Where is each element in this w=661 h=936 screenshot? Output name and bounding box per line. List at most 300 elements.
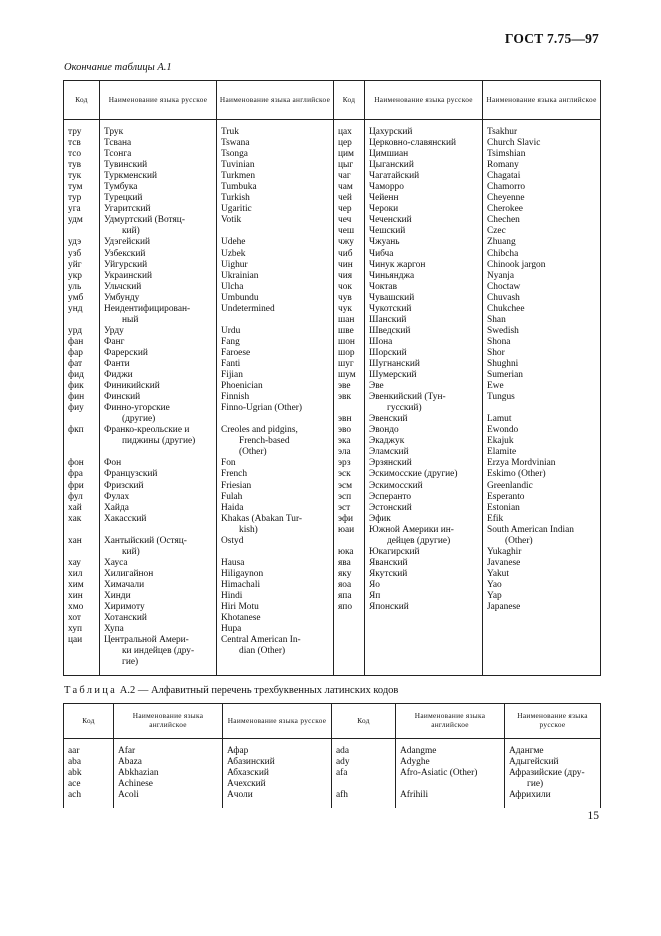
table-cell <box>104 337 213 348</box>
table-cell <box>338 392 361 414</box>
table-cell <box>104 160 213 171</box>
cell-line: хим <box>68 579 84 590</box>
cell-line: Удмуртский (Вотяц- <box>104 215 185 226</box>
table-cell <box>487 193 597 204</box>
table-cell <box>104 481 213 492</box>
table-cell <box>369 204 479 215</box>
table-cell <box>68 127 96 138</box>
cell-line: Friesian <box>221 480 252 491</box>
table-cell <box>104 249 213 260</box>
cell-line: Экаджук <box>369 436 405 447</box>
cell-line: Фулах <box>104 491 130 502</box>
cell-line: Эстонский <box>369 502 412 513</box>
cell-line: эла <box>338 447 351 458</box>
table-cell <box>68 304 96 326</box>
cell-line: Эскимосские (другие) <box>369 469 458 480</box>
cell-line: Фризский <box>104 480 144 491</box>
cell-spacer <box>221 414 330 425</box>
cell-line: Чжуань <box>369 237 400 248</box>
table-cell <box>68 558 96 569</box>
table-cell <box>338 315 361 326</box>
table-a2 <box>63 703 601 808</box>
cell-line: Truk <box>221 127 239 137</box>
cell-line: Чейенн <box>369 193 399 204</box>
table-cell <box>68 326 96 337</box>
cell-line: ada <box>336 746 350 756</box>
table-cell <box>221 624 330 635</box>
table-cell <box>487 514 597 525</box>
cell-line: Shona <box>487 336 511 347</box>
table-cell <box>118 779 219 790</box>
cell-line: Khotanese <box>221 613 261 624</box>
table-cell <box>369 525 479 547</box>
table-cell <box>68 381 96 392</box>
table-cell <box>104 215 213 237</box>
cell-line: Ewondo <box>487 425 519 436</box>
table-cell <box>338 569 361 580</box>
table-cell <box>338 447 361 458</box>
table-cell <box>68 182 96 193</box>
table-cell <box>68 536 96 558</box>
table-cell <box>369 315 479 326</box>
cell-line: Urdu <box>221 325 241 336</box>
table-cell <box>104 580 213 591</box>
cell-line: Hiri Motu <box>221 602 259 613</box>
cell-line: Yap <box>487 590 502 601</box>
cell-line: Южной Америки ин- <box>369 524 454 535</box>
col-english-right <box>396 739 505 809</box>
cell-line: урд <box>68 325 83 336</box>
cell-line: afh <box>336 790 348 801</box>
table-cell <box>68 635 96 668</box>
cell-line: чия <box>338 270 353 281</box>
cell-line: ach <box>68 790 82 801</box>
header-cell: Код <box>64 704 114 739</box>
col-code-left <box>64 120 100 676</box>
table-cell <box>338 525 361 547</box>
table-cell <box>68 260 96 271</box>
cell-line: шве <box>338 325 354 336</box>
cell-line: фар <box>68 347 83 358</box>
page-number: 15 <box>587 810 599 822</box>
table-cell <box>221 514 330 536</box>
cell-line: Хауса <box>104 557 128 568</box>
cell-line: цыг <box>338 160 354 171</box>
table-cell <box>487 458 597 469</box>
cell-line: хак <box>68 513 82 524</box>
cell-line: Эламский <box>369 447 409 458</box>
table-cell <box>68 337 96 348</box>
cell-line: Чаморро <box>369 182 404 193</box>
cell-line: цаи <box>68 635 83 646</box>
cell-line: Hausa <box>221 557 245 568</box>
cell-line: яку <box>338 568 352 579</box>
cell-line: фкп <box>68 425 84 436</box>
table-cell <box>104 204 213 215</box>
cell-line: Украинский <box>104 270 152 281</box>
cell-line: эфи <box>338 513 354 524</box>
cell-line: Цыганский <box>369 160 414 171</box>
cell-line: эве <box>338 381 351 392</box>
cell-line: кий) <box>122 226 140 237</box>
table-cell <box>487 237 597 248</box>
table-cell <box>221 171 330 182</box>
table-cell <box>221 602 330 613</box>
cell-line: Udehe <box>221 237 246 248</box>
table-cell <box>68 580 96 591</box>
table-cell <box>338 215 361 226</box>
table-cell <box>221 160 330 171</box>
table-cell <box>487 558 597 569</box>
col-english-left <box>217 120 334 676</box>
cell-line: Ачехский <box>227 779 266 790</box>
table-cell <box>369 226 479 237</box>
cell-line: Эвенский <box>369 414 408 425</box>
cell-line: Yao <box>487 579 502 590</box>
cell-line: Шведский <box>369 325 411 336</box>
cell-line: эск <box>338 469 351 480</box>
cell-line: Cherokee <box>487 204 523 215</box>
table-cell <box>221 381 330 392</box>
table-cell <box>68 790 110 801</box>
cell-line: Adangme <box>400 746 437 756</box>
cell-spacer <box>221 315 330 326</box>
cell-line: Greenlandic <box>487 480 533 491</box>
table-cell <box>338 481 361 492</box>
cell-line: Efik <box>487 513 504 524</box>
table-cell <box>68 160 96 171</box>
cell-line: хуп <box>68 624 83 635</box>
table-cell <box>221 337 330 348</box>
header-cell: Код <box>332 704 396 739</box>
cell-line: Якутский <box>369 568 408 579</box>
table-cell <box>118 746 219 757</box>
table-cell <box>369 602 479 613</box>
table-cell <box>338 182 361 193</box>
cell-line: чей <box>338 193 352 204</box>
table-cell <box>487 271 597 282</box>
table-cell <box>369 359 479 370</box>
table-cell <box>68 779 110 790</box>
table-cell <box>104 624 213 635</box>
table-cell <box>369 436 479 447</box>
cell-line: Эвенкийский (Тун- <box>369 392 446 403</box>
table-cell <box>227 768 328 779</box>
cell-line: Турецкий <box>104 193 143 204</box>
cell-line: Эскимосский <box>369 480 423 491</box>
cell-line: фиу <box>68 403 84 414</box>
table-cell <box>369 193 479 204</box>
cell-line: Хайда <box>104 502 129 513</box>
table-cell <box>336 790 392 801</box>
table-cell <box>400 768 501 790</box>
table-cell <box>104 138 213 149</box>
cell-line: Tuvinian <box>221 160 255 171</box>
cell-line: фик <box>68 381 84 392</box>
cell-line: Uighur <box>221 259 248 270</box>
table-cell <box>338 149 361 160</box>
cell-line: Fijian <box>221 370 243 381</box>
cell-line: Khakas (Abakan Tur- <box>221 513 303 524</box>
cell-spacer <box>68 657 96 668</box>
table-cell <box>487 171 597 182</box>
table-a2-caption-text: А.2 — Алфавитный перечень трехбуквенных латинских кодов <box>119 685 399 696</box>
cell-line: шор <box>338 347 355 358</box>
table-cell <box>221 182 330 193</box>
table-cell <box>338 226 361 237</box>
cell-line: Czec <box>487 226 506 237</box>
cell-line: Хилигайнон <box>104 568 154 579</box>
table-cell <box>369 271 479 282</box>
table-cell <box>369 304 479 315</box>
table-cell <box>104 149 213 160</box>
table-cell <box>68 293 96 304</box>
cell-line: пиджины (другие) <box>122 436 196 447</box>
cell-line: Hupa <box>221 624 242 635</box>
table-cell <box>221 193 330 204</box>
cell-line: Эвондо <box>369 425 399 436</box>
table-cell <box>487 370 597 381</box>
cell-line: Tumbuka <box>221 182 257 193</box>
table-cell <box>338 591 361 602</box>
cell-line: кий) <box>122 546 140 557</box>
table-cell <box>369 514 479 525</box>
cell-line: юка <box>338 546 354 557</box>
cell-line: чин <box>338 259 353 270</box>
cell-line: Чероки <box>369 204 399 215</box>
cell-line: шон <box>338 336 355 347</box>
table-cell <box>227 746 328 757</box>
table-cell <box>68 138 96 149</box>
table-cell <box>221 536 330 558</box>
cell-line: чаг <box>338 171 351 182</box>
cell-line: цах <box>338 127 352 137</box>
table-cell <box>338 304 361 315</box>
table-cell <box>487 215 597 226</box>
table-cell <box>487 602 597 613</box>
cell-line: Фон <box>104 458 122 469</box>
cell-line: dian (Other) <box>239 646 286 657</box>
cell-line: Урду <box>104 325 124 336</box>
cell-line: фул <box>68 491 83 502</box>
col-russian-right <box>505 739 601 809</box>
cell-line: шум <box>338 370 356 381</box>
table-cell <box>221 503 330 514</box>
table-cell <box>221 271 330 282</box>
cell-line: Umbundu <box>221 292 259 303</box>
cell-line: хот <box>68 613 81 624</box>
cell-spacer <box>104 525 213 536</box>
cell-line: Чувашский <box>369 292 415 303</box>
table-cell <box>338 260 361 271</box>
cell-line: фон <box>68 458 84 469</box>
table-cell <box>68 469 96 480</box>
cell-line: тук <box>68 171 82 182</box>
cell-line: Tsakhur <box>487 127 518 137</box>
table-cell <box>509 746 597 757</box>
cell-line: тру <box>68 127 82 137</box>
cell-line: Erzya Mordvinian <box>487 458 556 469</box>
cell-line: Hindi <box>221 590 243 601</box>
table-cell <box>369 481 479 492</box>
cell-line: уль <box>68 281 82 292</box>
table-cell <box>68 602 96 613</box>
table-cell <box>487 315 597 326</box>
cell-line: тум <box>68 182 83 193</box>
cell-line: чок <box>338 281 352 292</box>
cell-line: ява <box>338 557 351 568</box>
cell-line: Acoli <box>118 790 139 801</box>
table-cell <box>104 569 213 580</box>
table-cell <box>369 458 479 469</box>
cell-line: Удэгейский <box>104 237 150 248</box>
table-cell <box>487 260 597 271</box>
table-cell <box>400 790 501 801</box>
cell-line: Finno-Ugrian (Other) <box>221 403 302 414</box>
table-cell <box>104 591 213 602</box>
table-cell <box>68 249 96 260</box>
cell-line: Фарерский <box>104 347 148 358</box>
table-cell <box>369 282 479 293</box>
table-cell <box>369 171 479 182</box>
cell-spacer <box>400 779 501 790</box>
cell-line: Central American In- <box>221 635 301 646</box>
table-cell <box>68 514 96 536</box>
table-cell <box>369 469 479 480</box>
cell-line: эсп <box>338 491 352 502</box>
cell-line: Французский <box>104 469 158 480</box>
table-cell <box>369 547 479 558</box>
cell-line: Ачоли <box>227 790 253 801</box>
table-a2-caption <box>64 685 398 696</box>
table-cell <box>487 304 597 315</box>
cell-line: Fulah <box>221 491 243 502</box>
table-cell <box>487 503 597 514</box>
cell-spacer <box>68 414 96 425</box>
cell-line: Japanese <box>487 602 521 613</box>
cell-line: Zhuang <box>487 237 516 248</box>
table-cell <box>369 503 479 514</box>
table-cell <box>487 392 597 414</box>
table-cell <box>221 304 330 326</box>
table-cell <box>104 403 213 425</box>
cell-line: Яо <box>369 579 380 590</box>
cell-line: эво <box>338 425 352 436</box>
cell-line: Эве <box>369 381 384 392</box>
cell-line: шан <box>338 314 355 325</box>
table-cell <box>104 469 213 480</box>
cell-line: Чеченский <box>369 215 412 226</box>
cell-line: Ewe <box>487 381 504 392</box>
cell-line: Фиджи <box>104 370 133 381</box>
table-a1-header-row <box>64 81 601 120</box>
table-cell <box>221 138 330 149</box>
table-cell <box>104 392 213 403</box>
cell-line: Тсонга <box>104 149 132 160</box>
table-cell <box>104 237 213 248</box>
header-cell: Наименование языка русское <box>100 81 217 120</box>
cell-line: Turkmen <box>221 171 256 182</box>
header-cell: Наименование языка русское <box>505 704 601 739</box>
table-cell <box>338 580 361 591</box>
header-cell: Наименование языка русское <box>223 704 332 739</box>
cell-line: Romany <box>487 160 519 171</box>
cell-line: хил <box>68 568 83 579</box>
table-cell <box>487 226 597 237</box>
table-cell <box>104 425 213 458</box>
table-cell <box>338 160 361 171</box>
col-russian-left <box>100 120 217 676</box>
table-cell <box>369 182 479 193</box>
table-cell <box>104 293 213 304</box>
table-cell <box>104 182 213 193</box>
table-cell <box>487 547 597 558</box>
cell-line: ady <box>336 757 350 768</box>
cell-line: гусский) <box>387 403 422 414</box>
cell-line: Адыгейский <box>509 757 559 768</box>
cell-line: унд <box>68 303 83 314</box>
table-cell <box>104 514 213 536</box>
cell-line: Fang <box>221 336 240 347</box>
table-cell <box>369 138 479 149</box>
cell-line: Церковно-славянский <box>369 138 457 149</box>
table-cell <box>487 182 597 193</box>
cell-line: Фанг <box>104 336 125 347</box>
cell-line: Shor <box>487 347 505 358</box>
table-cell <box>221 326 330 337</box>
table-cell <box>68 613 96 624</box>
table-cell <box>68 768 110 779</box>
cell-line: Ostyd <box>221 535 244 546</box>
cell-line: Achinese <box>118 779 153 790</box>
cell-line: Chibcha <box>487 248 519 259</box>
cell-line: Абхазский <box>227 768 269 779</box>
table-cell <box>104 635 213 668</box>
table-cell <box>338 337 361 348</box>
table-cell <box>369 425 479 436</box>
table-cell <box>338 171 361 182</box>
cell-line: чук <box>338 303 352 314</box>
cell-line: Estonian <box>487 502 520 513</box>
table-cell <box>68 215 96 237</box>
cell-spacer <box>104 447 213 458</box>
cell-line: Faroese <box>221 347 251 358</box>
cell-line: фри <box>68 480 84 491</box>
cell-line: (Other) <box>505 535 533 546</box>
table-cell <box>487 149 597 160</box>
table-cell <box>104 359 213 370</box>
cell-line: Ulcha <box>221 281 244 292</box>
cell-line: фра <box>68 469 83 480</box>
cell-line: хин <box>68 590 83 601</box>
table-cell <box>68 746 110 757</box>
cell-line: япа <box>338 590 352 601</box>
table-cell <box>68 237 96 248</box>
table-cell <box>221 481 330 492</box>
cell-line: Tswana <box>221 138 250 149</box>
table-cell <box>487 447 597 458</box>
table-cell <box>221 492 330 503</box>
cell-spacer <box>221 547 330 558</box>
table-a1-caption: Окончание таблицы А.1 <box>64 62 172 73</box>
table-cell <box>227 779 328 790</box>
cell-line: удэ <box>68 237 82 248</box>
table-cell <box>400 757 501 768</box>
cell-line: Yakut <box>487 568 509 579</box>
col-russian-right <box>365 120 483 676</box>
table-cell <box>338 193 361 204</box>
cell-line: French-based <box>239 436 290 447</box>
